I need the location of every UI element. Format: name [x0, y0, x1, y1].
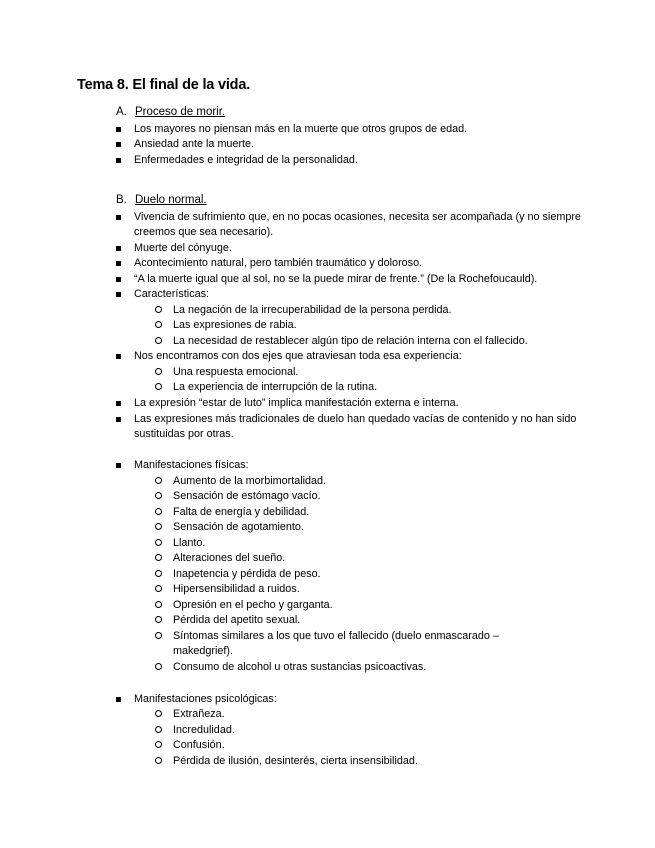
sub-list-item: Llanto. [155, 536, 575, 551]
sub-list-item: Sensación de agotamiento. [155, 520, 575, 535]
circle-bullet-icon [155, 477, 162, 484]
sub-list-item: Pérdida del apetito sexual. [155, 613, 575, 628]
circle-bullet-icon [155, 741, 162, 748]
square-bullet-icon [116, 215, 121, 220]
circle-bullet-icon [155, 321, 162, 328]
sub-list-item: Síntomas similares a los que tuvo el fallecido (duelo enmascarado – makedgrief). [155, 629, 555, 660]
section-a-heading [116, 106, 225, 118]
list-item: Acontecimiento natural, pero también traumático y doloroso. [116, 256, 596, 271]
circle-bullet-icon [155, 383, 162, 390]
circle-bullet-icon [155, 337, 162, 344]
circle-bullet-icon [155, 601, 162, 608]
sub-list-item: Inapetencia y pérdida de peso. [155, 567, 575, 582]
list-item: Las expresiones más tradicionales de duelo han quedado vacías de contenido y no han sido sustituidas por otras. [116, 412, 586, 443]
circle-bullet-icon [155, 570, 162, 577]
sub-list-item: Hipersensibilidad a ruidos. [155, 582, 575, 597]
sub-list-item: Sensación de estómago vacío. [155, 489, 575, 504]
section-a-title: Proceso de morir. [135, 106, 226, 118]
circle-bullet-icon [155, 616, 162, 623]
circle-bullet-icon [155, 554, 162, 561]
sub-list-item: La necesidad de restablecer algún tipo de relación interna con el fallecido. [155, 334, 575, 349]
sub-list-item: Aumento de la morbimortalidad. [155, 474, 575, 489]
circle-bullet-icon [155, 539, 162, 546]
sub-list-item: Falta de energía y debilidad. [155, 505, 575, 520]
sub-list-item: La negación de la irrecuperabilidad de la persona perdida. [155, 303, 575, 318]
section-b-title: Duelo normal. [135, 194, 207, 206]
sub-list-item: Opresión en el pecho y garganta. [155, 598, 575, 613]
square-bullet-icon [116, 261, 121, 266]
list-item: Vivencia de sufrimiento que, en no pocas ocasiones, necesita ser acompañada (y no siempre creemos que sea necesario). [116, 210, 586, 241]
square-bullet-icon [116, 401, 121, 406]
sub-list-item: Pérdida de ilusión, desinterés, cierta insensibilidad. [155, 754, 575, 769]
square-bullet-icon [116, 697, 121, 702]
circle-bullet-icon [155, 726, 162, 733]
square-bullet-icon [116, 292, 121, 297]
circle-bullet-icon [155, 632, 162, 639]
circle-bullet-icon [155, 508, 162, 515]
sub-list-item: Incredulidad. [155, 723, 575, 738]
square-bullet-icon [116, 417, 121, 422]
page-title: Tema 8. El final de la vida. [77, 77, 251, 93]
sub-list-item: Una respuesta emocional. [155, 365, 575, 380]
list-item: Nos encontramos con dos ejes que atraviesan toda esa experiencia: [116, 349, 596, 364]
sub-list-item: Consumo de alcohol u otras sustancias psicoactivas. [155, 660, 575, 675]
list-item: Ansiedad ante la muerte. [116, 137, 596, 152]
circle-bullet-icon [155, 306, 162, 313]
list-item: Enfermedades e integridad de la personalidad. [116, 153, 596, 168]
square-bullet-icon [116, 158, 121, 163]
list-item: Características: [116, 287, 596, 302]
list-item-psicologicas: Manifestaciones psicológicas: [116, 692, 596, 707]
list-item: Muerte del cónyuge. [116, 241, 596, 256]
sub-list-item: Extrañeza. [155, 707, 575, 722]
section-a-number: A. [116, 106, 127, 118]
circle-bullet-icon [155, 757, 162, 764]
section-b-number: B. [116, 194, 127, 206]
circle-bullet-icon [155, 523, 162, 530]
sub-list-item: Confusión. [155, 738, 575, 753]
square-bullet-icon [116, 142, 121, 147]
square-bullet-icon [116, 246, 121, 251]
square-bullet-icon [116, 277, 121, 282]
list-item: “A la muerte igual que al sol, no se la puede mirar de frente.” (De la Rochefoucauld). [116, 272, 596, 287]
square-bullet-icon [116, 127, 121, 132]
square-bullet-icon [116, 354, 121, 359]
list-item: La expresión “estar de luto” implica manifestación externa e interna. [116, 396, 596, 411]
circle-bullet-icon [155, 663, 162, 670]
sub-list-item: Las expresiones de rabia. [155, 318, 575, 333]
circle-bullet-icon [155, 710, 162, 717]
circle-bullet-icon [155, 492, 162, 499]
circle-bullet-icon [155, 368, 162, 375]
sub-list-item: La experiencia de interrupción de la rutina. [155, 380, 575, 395]
section-b-heading [116, 194, 207, 206]
list-item-fisicas: Manifestaciones físicas: [116, 458, 596, 473]
square-bullet-icon [116, 463, 121, 468]
sub-list-item: Alteraciones del sueño. [155, 551, 575, 566]
list-item: Los mayores no piensan más en la muerte que otros grupos de edad. [116, 122, 596, 137]
circle-bullet-icon [155, 585, 162, 592]
